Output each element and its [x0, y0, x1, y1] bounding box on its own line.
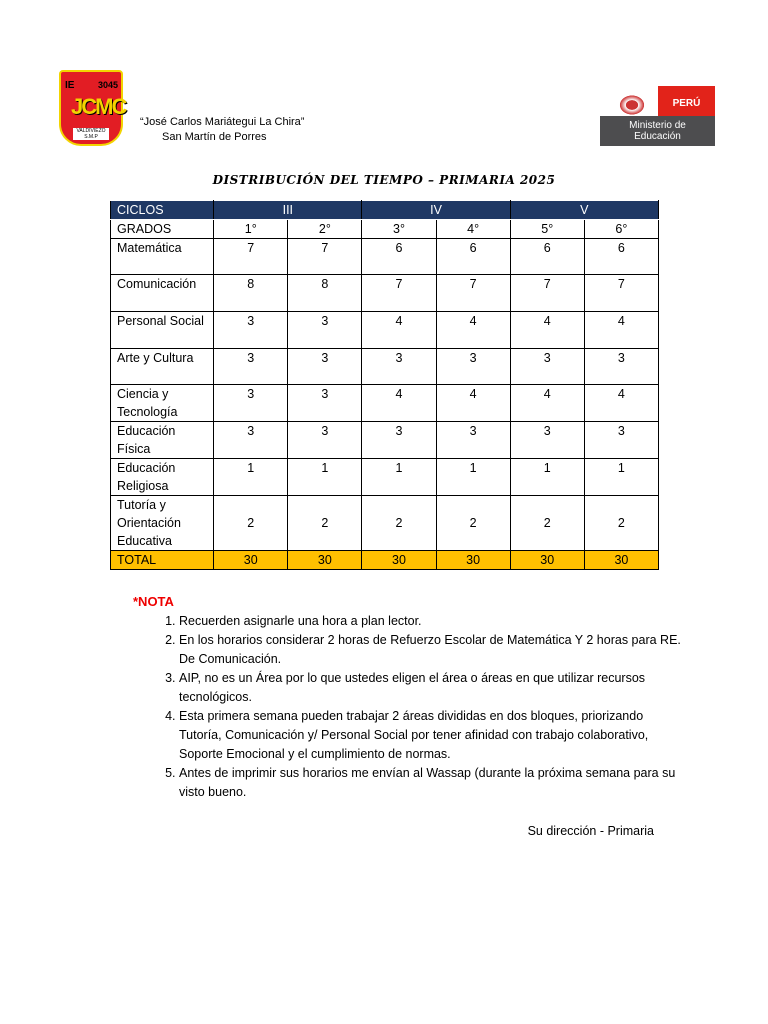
hours-cell: 3: [288, 312, 362, 349]
hours-cell: 3: [510, 349, 584, 385]
hours-cell: 2: [214, 496, 288, 551]
ministry-country: PERÚ: [658, 86, 715, 116]
area-name: Tutoría y Orientación Educativa: [111, 496, 214, 551]
ministry-name-line2: Educación: [634, 131, 681, 142]
hours-cell: 1: [436, 459, 510, 496]
total-cell: 30: [288, 551, 362, 570]
hours-cell: 2: [510, 496, 584, 551]
logo-bottom: VALDIVIEZO S.M.P: [73, 128, 109, 140]
logo-ie: IE: [65, 80, 75, 91]
hours-cell: 7: [214, 239, 288, 275]
total-label: TOTAL: [111, 551, 214, 570]
hours-cell: 4: [510, 312, 584, 349]
hours-cell: 1: [288, 459, 362, 496]
total-row: [111, 551, 659, 570]
grado-header: 5°: [510, 220, 584, 239]
ciclo-header: V: [510, 201, 658, 220]
notes-list: [150, 612, 684, 802]
note-item: 3. AIP, no es un Área por lo que ustedes eligen el área o áreas en que utilizar recursos tecnológicos.: [179, 669, 684, 707]
note-item: 4. Esta primera semana pueden trabajar 2 áreas divididas en dos bloques, priorizando Tutoría, Comunicación y/ Personal Social por tener afinidad con trabajo colaborativo, Soporte Emocional y el cumplimiento de normas.: [179, 707, 684, 764]
hours-cell: 1: [214, 459, 288, 496]
area-name: Arte y Cultura: [111, 349, 214, 385]
hours-cell: 3: [362, 422, 436, 459]
hours-cell: 3: [436, 422, 510, 459]
hours-cell: 3: [288, 422, 362, 459]
school-logo: [59, 70, 126, 146]
note-item: 2. En los horarios considerar 2 horas de Refuerzo Escolar de Matemática Y 2 horas para RE. De Comunicación.: [179, 631, 684, 669]
hours-cell: 3: [214, 385, 288, 422]
table-row: [111, 496, 659, 551]
hours-cell: 4: [436, 385, 510, 422]
grado-header: 1°: [214, 220, 288, 239]
hours-cell: 7: [510, 275, 584, 312]
table-row: [111, 459, 659, 496]
document-title: DISTRIBUCIÓN DEL TIEMPO – PRIMARIA 2025: [212, 173, 556, 187]
note-item: 1. Recuerden asignarle una hora a plan lector.: [179, 612, 684, 631]
hours-cell: 3: [362, 349, 436, 385]
area-name: Ciencia y Tecnología: [111, 385, 214, 422]
hours-cell: 2: [288, 496, 362, 551]
hours-cell: 4: [362, 385, 436, 422]
hours-cell: 8: [214, 275, 288, 312]
hours-cell: 4: [510, 385, 584, 422]
hours-cell: 3: [584, 422, 658, 459]
hours-cell: 6: [584, 239, 658, 275]
total-cell: 30: [214, 551, 288, 570]
area-name: Personal Social: [111, 312, 214, 349]
hours-cell: 8: [288, 275, 362, 312]
hours-cell: 7: [584, 275, 658, 312]
hours-cell: 3: [288, 349, 362, 385]
coat-of-arms-icon: [618, 94, 646, 116]
grados-label: GRADOS: [111, 220, 214, 239]
hours-cell: 3: [510, 422, 584, 459]
school-name: “José Carlos Mariátegui La Chira”: [140, 116, 305, 128]
hours-cell: 3: [214, 422, 288, 459]
table-row: [111, 349, 659, 385]
table-row: [111, 385, 659, 422]
grado-header: 2°: [288, 220, 362, 239]
school-info: [140, 115, 304, 145]
hours-cell: 4: [436, 312, 510, 349]
total-cell: 30: [362, 551, 436, 570]
ciclos-label: CICLOS: [111, 201, 214, 220]
table-row: [111, 422, 659, 459]
table-row: [111, 275, 659, 312]
total-cell: 30: [510, 551, 584, 570]
hours-cell: 4: [584, 385, 658, 422]
ministry-logo: [600, 86, 715, 146]
hours-cell: 6: [510, 239, 584, 275]
logo-number: 3045: [97, 80, 118, 90]
hours-cell: 3: [584, 349, 658, 385]
time-distribution-table: [110, 200, 659, 570]
hours-cell: 1: [584, 459, 658, 496]
hours-cell: 4: [362, 312, 436, 349]
hours-cell: 1: [362, 459, 436, 496]
note-item: 5. Antes de imprimir sus horarios me envían al Wassap (durante la próxima semana para su visto bueno.: [179, 764, 684, 802]
hours-cell: 7: [288, 239, 362, 275]
area-name: Comunicación: [111, 275, 214, 312]
signature: Su dirección - Primaria: [527, 824, 654, 838]
total-cell: 30: [436, 551, 510, 570]
nota-label: *NOTA: [133, 594, 174, 609]
school-district: San Martín de Porres: [162, 131, 267, 143]
hours-cell: 2: [362, 496, 436, 551]
ciclo-header: III: [214, 201, 362, 220]
table-row: [111, 239, 659, 275]
hours-cell: 6: [362, 239, 436, 275]
hours-cell: 3: [288, 385, 362, 422]
grado-header: 6°: [584, 220, 658, 239]
grados-row: [111, 220, 659, 239]
hours-cell: 3: [214, 312, 288, 349]
ciclo-header: IV: [362, 201, 510, 220]
logo-monogram: JCMC: [71, 94, 126, 119]
table-row: [111, 312, 659, 349]
total-cell: 30: [584, 551, 658, 570]
hours-cell: 3: [214, 349, 288, 385]
area-name: Educación Religiosa: [111, 459, 214, 496]
grado-header: 3°: [362, 220, 436, 239]
hours-cell: 6: [436, 239, 510, 275]
hours-cell: 7: [436, 275, 510, 312]
hours-cell: 3: [436, 349, 510, 385]
grado-header: 4°: [436, 220, 510, 239]
area-name: Educación Física: [111, 422, 214, 459]
hours-cell: 4: [584, 312, 658, 349]
hours-cell: 2: [584, 496, 658, 551]
hours-cell: 2: [436, 496, 510, 551]
ministry-name-line1: Ministerio de: [629, 120, 686, 131]
ministry-name: [600, 116, 715, 146]
hours-cell: 7: [362, 275, 436, 312]
ciclos-row: [111, 201, 659, 220]
hours-cell: 1: [510, 459, 584, 496]
area-name: Matemática: [111, 239, 214, 275]
